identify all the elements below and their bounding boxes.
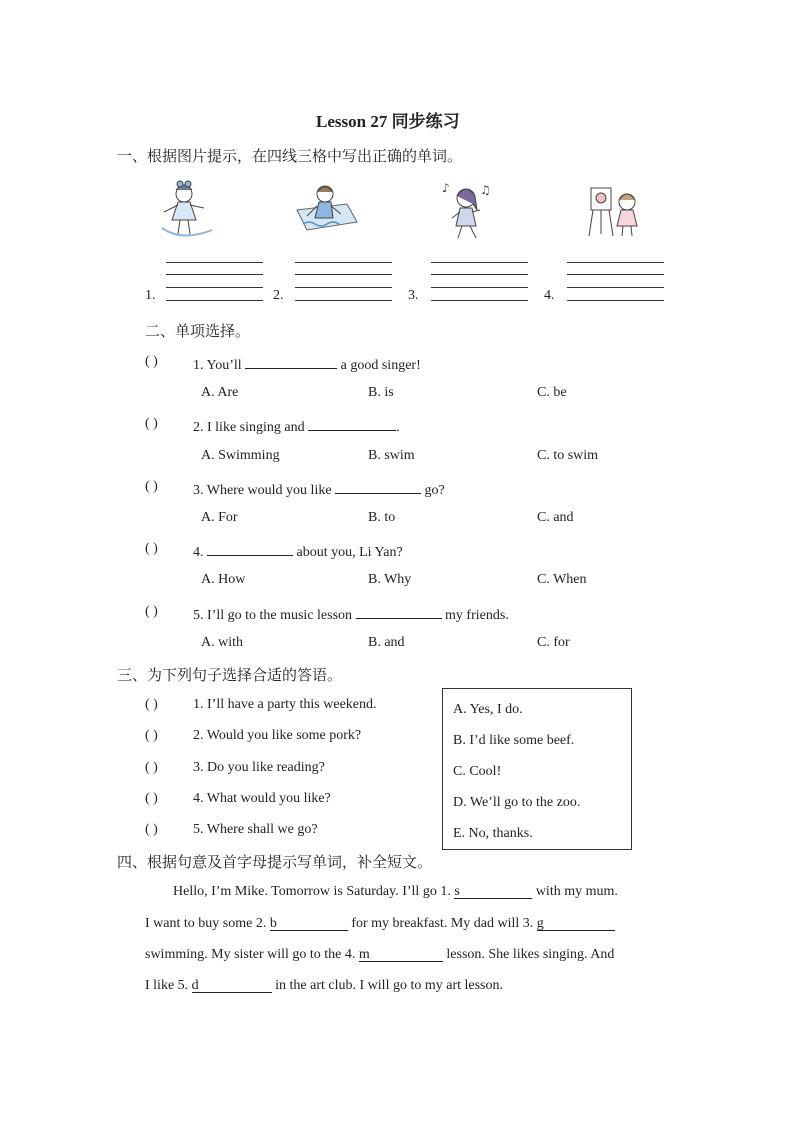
question-text: 5. I’ll go to the music lesson my friends.: [193, 604, 509, 624]
section-3-heading: 三、为下列句子选择合适的答语。: [117, 668, 343, 684]
answer-paren[interactable]: ( ): [145, 697, 158, 712]
writing-grid-2-line-2: [295, 274, 392, 275]
option-b: B. to: [368, 510, 396, 525]
answer-choice-c: C. Cool!: [453, 764, 502, 779]
writing-grid-1-line-1: [166, 262, 263, 263]
question-text: 4. about you, Li Yan?: [193, 541, 403, 561]
option-b: B. Why: [368, 572, 412, 587]
question-text: 2. I like singing and .: [193, 416, 400, 436]
answer-blank[interactable]: [335, 479, 421, 494]
answer-paren[interactable]: ( ): [145, 604, 158, 619]
answer-blank[interactable]: [356, 604, 442, 619]
swimming-boy-image: [295, 180, 359, 242]
writing-grid-3-line-1: [431, 262, 528, 263]
match-question-4: 4. What would you like?: [193, 791, 331, 806]
passage-line-2: I want to buy some 2. b for my breakfast. My dad will 3. g: [145, 916, 615, 932]
writing-grid-4-line-2: [567, 274, 664, 275]
writing-grid-3-line-3: [431, 287, 528, 288]
singing-girl-image: [440, 180, 496, 242]
writing-grid-1-line-4[interactable]: [166, 300, 263, 301]
option-b: B. and: [368, 635, 405, 650]
option-c: C. to swim: [537, 448, 599, 463]
option-a: A. Are: [201, 385, 239, 400]
answer-blank[interactable]: [245, 354, 337, 369]
passage-blank-3[interactable]: g: [537, 916, 615, 931]
writing-grid-2-line-4[interactable]: [295, 300, 392, 301]
section-1-heading: 一、根据图片提示，在四线三格中写出正确的单词。: [117, 149, 463, 165]
painting-girl-image: [587, 182, 643, 240]
answer-blank[interactable]: [308, 416, 396, 431]
writing-grid-4-line-1: [567, 262, 664, 263]
answer-paren[interactable]: ( ): [145, 791, 158, 806]
option-b: B. is: [368, 385, 394, 400]
writing-grid-4-line-4[interactable]: [567, 300, 664, 301]
answer-paren[interactable]: ( ): [145, 728, 158, 743]
answer-paren[interactable]: ( ): [145, 822, 158, 837]
writing-grid-1-line-3: [166, 287, 263, 288]
svg-text:♪: ♪: [442, 181, 450, 195]
answer-paren[interactable]: ( ): [145, 541, 158, 556]
answer-paren[interactable]: ( ): [145, 416, 158, 431]
section-2-heading: 二、单项选择。: [145, 324, 251, 340]
passage-line-4: I like 5. d in the art club. I will go to my art lesson.: [145, 978, 504, 993]
passage-blank-1[interactable]: s: [454, 884, 532, 899]
grid-number-1: 1.: [145, 288, 156, 303]
passage-blank-4[interactable]: m: [359, 947, 443, 962]
answer-choice-a: A. Yes, I do.: [453, 702, 523, 717]
match-question-5: 5. Where shall we go?: [193, 822, 318, 837]
answer-choice-b: B. I’d like some beef.: [453, 733, 575, 748]
grid-number-3: 3.: [408, 288, 419, 303]
answer-paren[interactable]: ( ): [145, 479, 158, 494]
passage-line-1: Hello, I’m Mike. Tomorrow is Saturday. I’ll go 1. s with my mum.: [173, 884, 618, 899]
option-a: A. For: [201, 510, 238, 525]
match-question-1: 1. I’ll have a party this weekend.: [193, 697, 377, 712]
answer-paren[interactable]: ( ): [145, 354, 158, 369]
match-question-3: 3. Do you like reading?: [193, 760, 325, 775]
question-text: 3. Where would you like go?: [193, 479, 445, 499]
writing-grid-3-line-4[interactable]: [431, 300, 528, 301]
passage-blank-5[interactable]: d: [192, 978, 272, 993]
grid-number-2: 2.: [273, 288, 284, 303]
answer-choice-d: D. We’ll go to the zoo.: [453, 795, 581, 810]
passage-blank-2[interactable]: b: [270, 916, 348, 931]
section-4-heading: 四、根据句意及首字母提示写单词，补全短文。: [117, 855, 433, 871]
option-c: C. be: [537, 385, 567, 400]
writing-grid-2-line-1: [295, 262, 392, 263]
writing-grid-1-line-2: [166, 274, 263, 275]
writing-grid-4-line-3: [567, 287, 664, 288]
writing-grid-3-line-2: [431, 274, 528, 275]
option-a: A. with: [201, 635, 243, 650]
answer-paren[interactable]: ( ): [145, 760, 158, 775]
option-b: B. swim: [368, 448, 415, 463]
svg-text:♫: ♫: [480, 183, 491, 197]
answer-choice-e: E. No, thanks.: [453, 826, 533, 841]
writing-grid-2-line-3: [295, 287, 392, 288]
match-question-2: 2. Would you like some pork?: [193, 728, 362, 743]
option-a: A. Swimming: [201, 448, 280, 463]
page-title: Lesson 27 同步练习: [316, 112, 460, 131]
option-c: C. for: [537, 635, 570, 650]
option-a: A. How: [201, 572, 246, 587]
answer-blank[interactable]: [207, 541, 293, 556]
passage-line-3: swimming. My sister will go to the 4. m lesson. She likes singing. And: [145, 947, 615, 962]
skating-girl-image: [158, 180, 218, 242]
question-text: 1. You’ll a good singer!: [193, 354, 421, 374]
option-c: C. and: [537, 510, 574, 525]
option-c: C. When: [537, 572, 587, 587]
grid-number-4: 4.: [544, 288, 555, 303]
